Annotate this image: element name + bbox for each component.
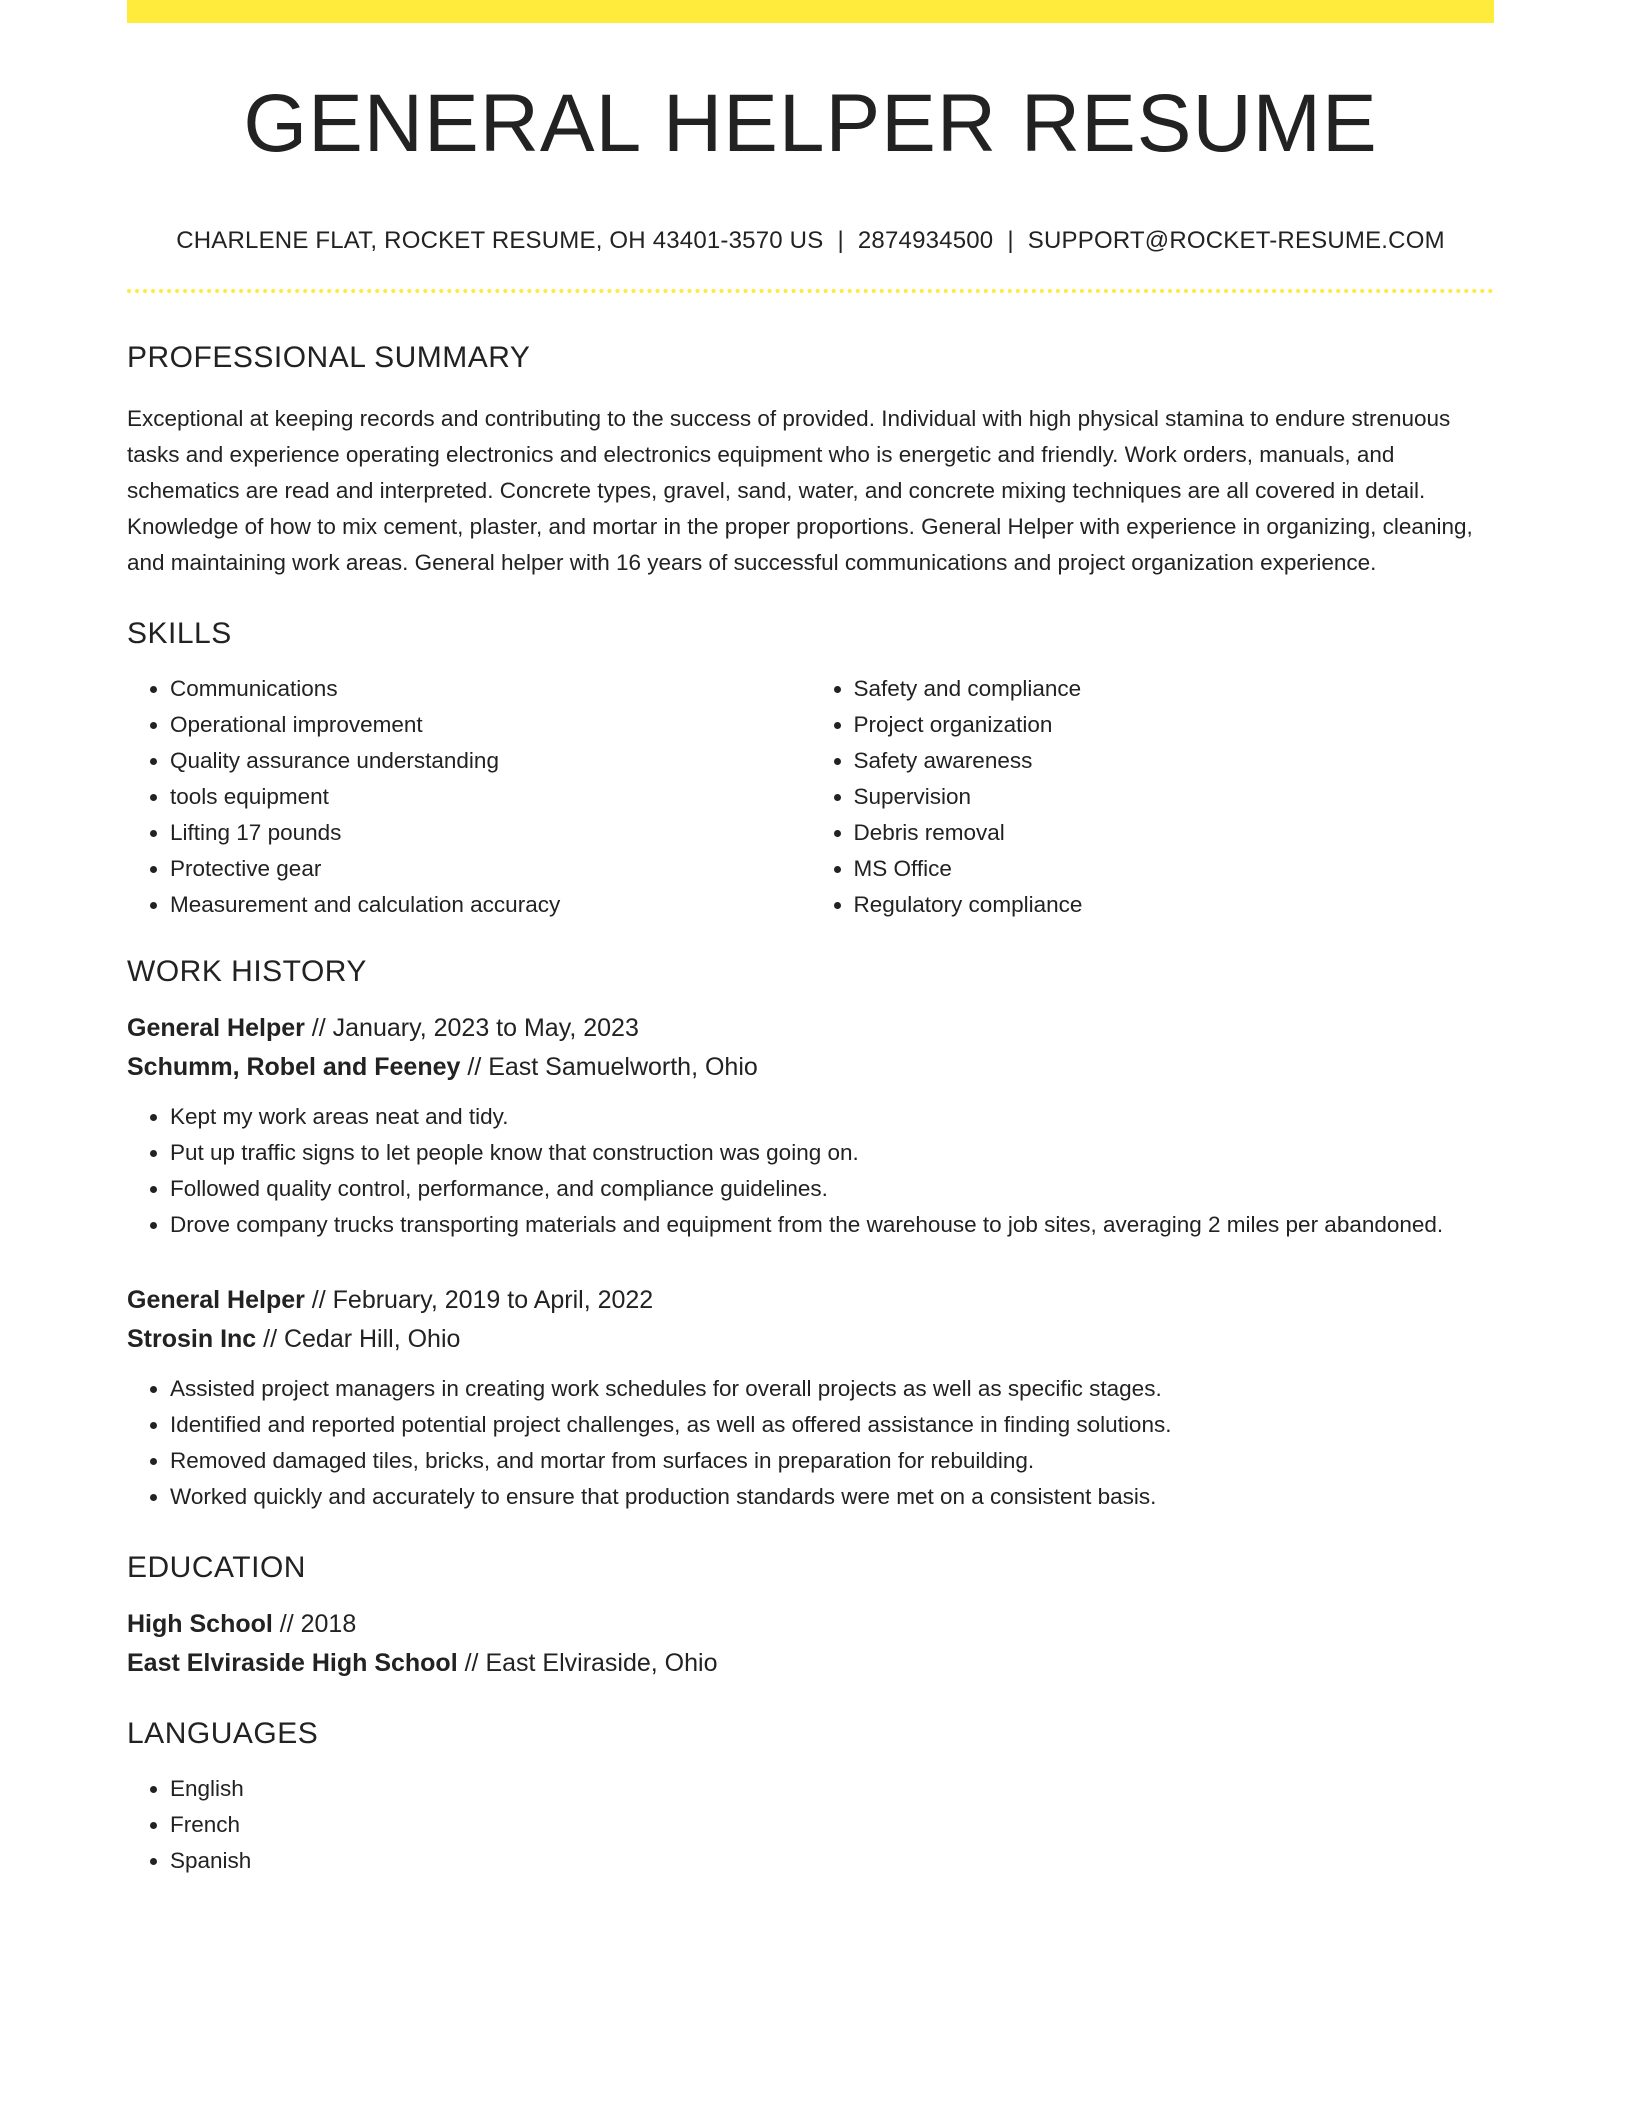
language-item: • French xyxy=(170,1807,1494,1843)
skill-item: • Measurement and calculation accuracy xyxy=(170,887,811,923)
job-company: Strosin Inc xyxy=(127,1325,257,1353)
summary-text: Exceptional at keeping records and contributing to the success of provided. Individual with high physical stamina to endure strenuous tasks and experience operating electronics and electronics equipment who is energetic and friendly. Work orders, manuals, and schematics are read and interpreted. Concrete types, gravel, sand, water, and concrete mixing techniques are all covered in detail. Knowledge of how to mix cement, plaster, and mortar in the proper proportions. General Helper with experience in organizing, cleaning, and maintaining work areas. General helper with 16 years of successful communications and project organization experience. xyxy=(127,406,1473,575)
job-entry xyxy=(127,1281,1494,1515)
job-bullets xyxy=(127,1371,1494,1515)
work-history-heading: WORK HISTORY xyxy=(127,955,367,988)
skill-item: • Lifting 17 pounds xyxy=(170,815,811,851)
resume-title: GENERAL HELPER RESUME xyxy=(243,78,1378,169)
skill-item: • Regulatory compliance xyxy=(854,887,1495,923)
contact-phone: 2874934500 xyxy=(857,227,994,254)
education-year: // 2018 xyxy=(272,1610,357,1638)
job-title-line xyxy=(127,1009,1494,1048)
job-dates: // January, 2023 to May, 2023 xyxy=(304,1014,639,1042)
language-item: • English xyxy=(170,1771,1494,1807)
job-bullet: • Removed damaged tiles, bricks, and mortar from surfaces in preparation for rebuilding. xyxy=(170,1443,1494,1479)
job-bullet: • Assisted project managers in creating work schedules for overall projects as well as specific stages. xyxy=(170,1371,1494,1407)
job-bullet: • Followed quality control, performance, and compliance guidelines. xyxy=(170,1171,1494,1207)
job-bullet: • Identified and reported potential project challenges, as well as offered assistance in finding solutions. xyxy=(170,1407,1494,1443)
languages-list xyxy=(127,1771,1494,1879)
job-title: General Helper xyxy=(127,1286,305,1314)
skill-item: • MS Office xyxy=(854,851,1495,887)
skill-item: • Safety and compliance xyxy=(854,671,1495,707)
contact-email[interactable]: SUPPORT@ROCKET-RESUME.COM xyxy=(1027,227,1445,254)
job-bullet: • Drove company trucks transporting materials and equipment from the warehouse to job sites, averaging 2 miles per abandoned. xyxy=(170,1207,1494,1243)
education-heading: EDUCATION xyxy=(127,1551,306,1584)
skill-item: • Protective gear xyxy=(170,851,811,887)
job-company-line xyxy=(127,1320,1494,1359)
summary-heading: PROFESSIONAL SUMMARY xyxy=(127,341,531,374)
skill-item: • Debris removal xyxy=(854,815,1495,851)
language-item: • Spanish xyxy=(170,1843,1494,1879)
skill-item: • Project organization xyxy=(854,707,1495,743)
skill-item: • Quality assurance understanding xyxy=(170,743,811,779)
job-location: // East Samuelworth, Ohio xyxy=(460,1053,758,1081)
education-school-line xyxy=(127,1644,1494,1683)
languages-section xyxy=(127,1771,1494,1879)
job-dates: // February, 2019 to April, 2022 xyxy=(304,1286,654,1314)
skills-list xyxy=(127,671,1494,923)
dotted-divider xyxy=(127,289,1494,293)
job-bullet: • Kept my work areas neat and tidy. xyxy=(170,1099,1494,1135)
skill-item: • Communications xyxy=(170,671,811,707)
education-degree: High School xyxy=(127,1610,273,1638)
job-location: // Cedar Hill, Ohio xyxy=(256,1325,461,1353)
contact-address: CHARLENE FLAT, ROCKET RESUME, OH 43401-3570 US xyxy=(176,227,824,254)
skills-column-right xyxy=(811,671,1495,923)
job-bullets xyxy=(127,1099,1494,1243)
contact-separator: | xyxy=(1007,227,1014,254)
education-location: // East Elviraside, Ohio xyxy=(457,1649,718,1677)
job-bullet: • Put up traffic signs to let people know that construction was going on. xyxy=(170,1135,1494,1171)
skill-item: • Safety awareness xyxy=(854,743,1495,779)
job-bullet: • Worked quickly and accurately to ensure that production standards were met on a consistent basis. xyxy=(170,1479,1494,1515)
skill-item: • Supervision xyxy=(854,779,1495,815)
contact-line xyxy=(127,229,1494,253)
skills-column-left xyxy=(127,671,811,923)
contact-separator: | xyxy=(837,227,844,254)
skill-item: • Operational improvement xyxy=(170,707,811,743)
job-company-line xyxy=(127,1048,1494,1087)
skill-item: • tools equipment xyxy=(170,779,811,815)
education-entry xyxy=(127,1605,1494,1683)
skills-heading: SKILLS xyxy=(127,617,232,650)
languages-heading: LANGUAGES xyxy=(127,1717,319,1750)
job-title: General Helper xyxy=(127,1014,305,1042)
job-company: Schumm, Robel and Feeney xyxy=(127,1053,461,1081)
resume-page xyxy=(127,0,1494,1879)
job-title-line xyxy=(127,1281,1494,1320)
education-degree-line xyxy=(127,1605,1494,1644)
job-entry xyxy=(127,1009,1494,1243)
top-accent-bar xyxy=(127,0,1494,23)
education-school: East Elviraside High School xyxy=(127,1649,458,1677)
